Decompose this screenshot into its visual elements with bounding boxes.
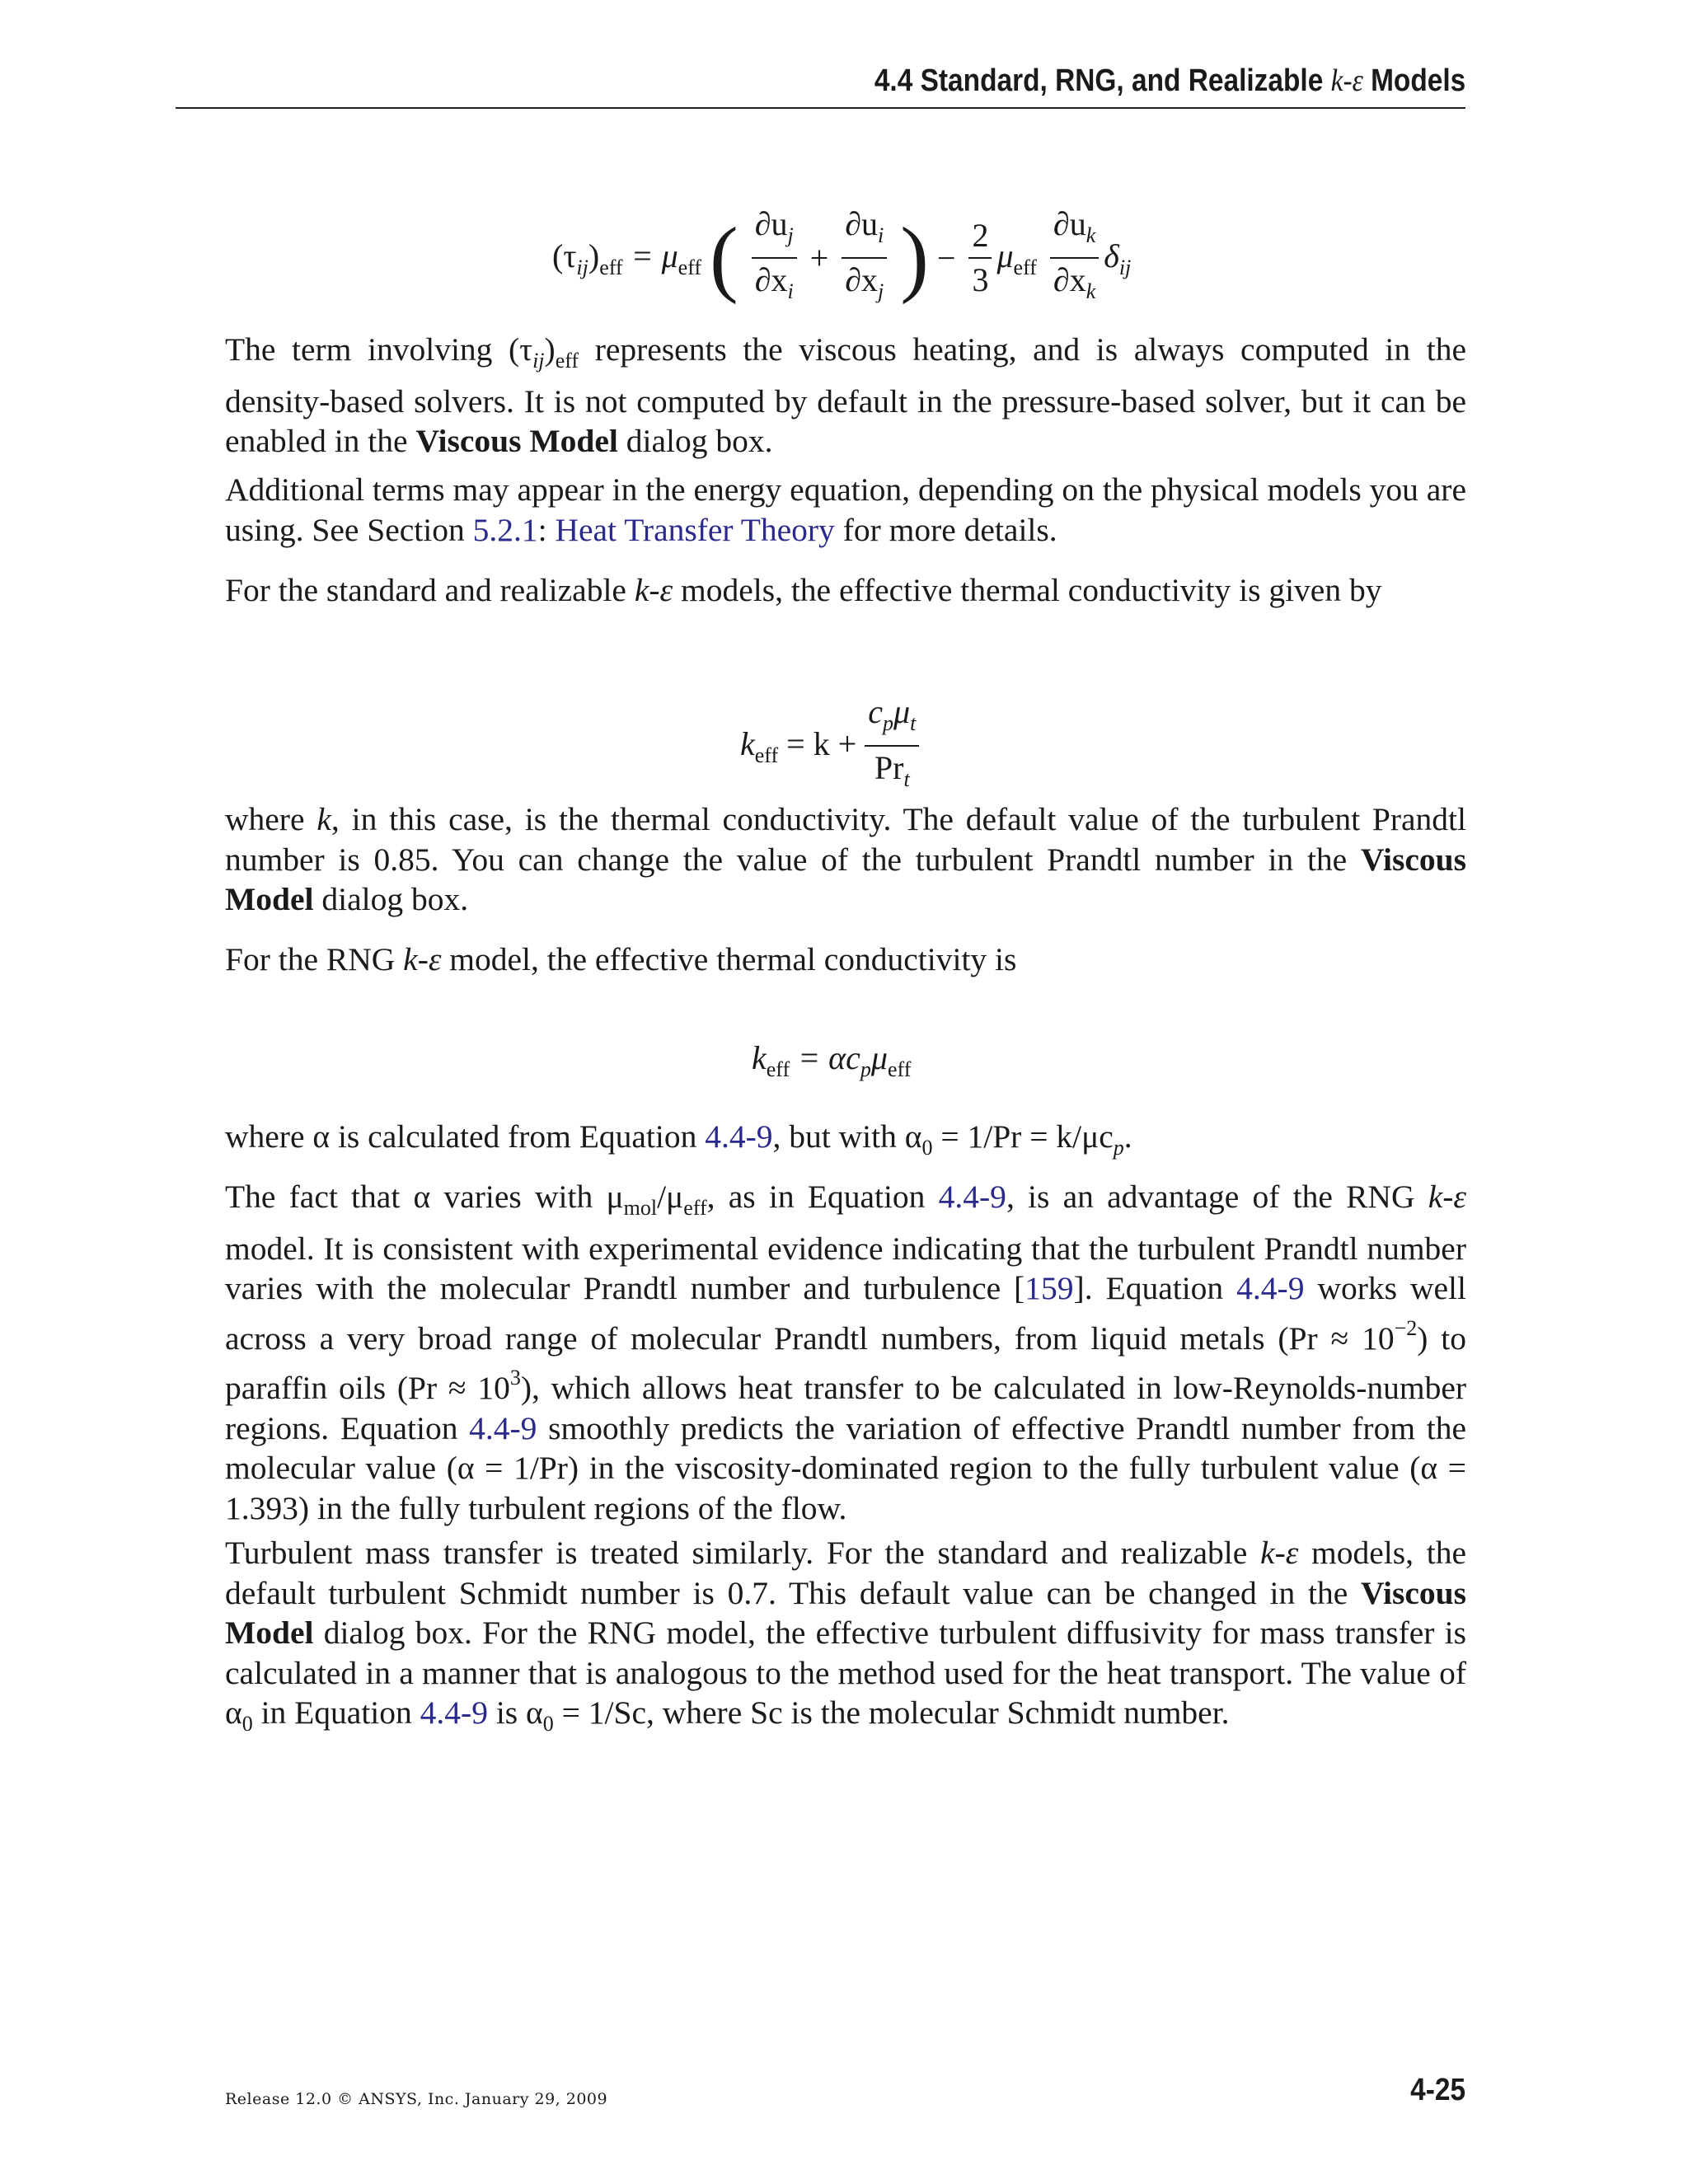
p8-text-a: Turbulent mass transfer is treated similarly. For the standard and realizable bbox=[225, 1535, 1261, 1571]
frac2-num-sub: i bbox=[878, 223, 884, 247]
paragraph-viscous-heating bbox=[225, 330, 1466, 462]
p1-text-b: ) bbox=[544, 331, 556, 368]
p1-sub: ij bbox=[532, 349, 545, 373]
eq-delta-sub: ij bbox=[1118, 255, 1132, 279]
p7-text-e: model. It is consistent with experimental evidence indicating that the turbulent Prandtl number varies with the molecular Prandtl number and turbulence [ bbox=[225, 1230, 1466, 1306]
p6-text-a: where α is calculated from Equation bbox=[225, 1118, 706, 1155]
p6-text-c: = 1/Pr = k/μc bbox=[932, 1118, 1114, 1155]
equation-link-4-4-9[interactable]: 4.4-9 bbox=[469, 1409, 537, 1446]
eq-rng-rhs: = αc bbox=[790, 1039, 860, 1076]
p6-text-b: , but with α bbox=[772, 1118, 922, 1155]
p8-math: k-ε bbox=[1260, 1535, 1299, 1571]
p5-math: k-ε bbox=[403, 941, 442, 977]
eq-paren-open: ( bbox=[710, 210, 738, 305]
p7-text-f: ]. Equation bbox=[1073, 1270, 1237, 1306]
p7-math: k-ε bbox=[1428, 1179, 1466, 1215]
p8-text-c: dialog box. For the RNG model, the effective turbulent diffusivity for mass transfer is calculated in a manner that is analogous to the method used for the heat transport. The value of α bbox=[225, 1615, 1466, 1731]
footer-release: Release 12.0 © ANSYS, Inc. January 29, 2009 bbox=[225, 2090, 608, 2108]
p5-text-b: model, the effective thermal conductivity is bbox=[441, 941, 1017, 977]
citation-link-159[interactable]: 159 bbox=[1025, 1270, 1074, 1306]
equation-keff-rng bbox=[752, 1038, 911, 1082]
p7-sup: −2 bbox=[1394, 1315, 1418, 1340]
eq-plus: + bbox=[809, 239, 829, 277]
frac4-den-sub: k bbox=[1085, 279, 1096, 303]
p6-sub: 0 bbox=[921, 1136, 933, 1160]
p7-text-i: ), which allows heat transfer to be calculated in low-Reynolds-number regions. Equation bbox=[225, 1370, 1467, 1446]
eq-rng-lhs: k bbox=[752, 1039, 767, 1076]
paragraph-effective-conductivity bbox=[225, 570, 1466, 611]
frac1-num-sub: j bbox=[787, 223, 794, 247]
eq-keff-lhs-sub: eff bbox=[754, 743, 779, 767]
p1-viscous-model: Viscous Model bbox=[415, 423, 618, 459]
p8-text-b: models, the default turbulent Schmidt number is 0.7. This default value can be changed in the bbox=[225, 1535, 1466, 1611]
section-title-text: 4.4 Standard, RNG, and Realizable bbox=[874, 63, 1331, 98]
eq-keff-rhs: = k + bbox=[778, 724, 865, 762]
section-link-5-2-1[interactable]: 5.2.1 bbox=[472, 511, 538, 548]
p4-viscous-model: Viscous Model bbox=[225, 841, 1466, 917]
p8-text-f: = 1/Sc, where Sc is the molecular Schmidt number. bbox=[553, 1694, 1230, 1731]
frac1-den-sub: i bbox=[787, 279, 794, 303]
frac4-num-sub: k bbox=[1085, 223, 1096, 247]
eq-mu2-sub: eff bbox=[1013, 255, 1037, 279]
eq-rng-c-sub: p bbox=[860, 1057, 871, 1081]
p7-text-c: , as in Equation bbox=[706, 1179, 939, 1215]
equation-link-4-4-9[interactable]: 4.4-9 bbox=[938, 1179, 1006, 1215]
keff-num-mu-sub: t bbox=[910, 711, 917, 735]
p3-text-a: For the standard and realizable bbox=[225, 572, 635, 608]
section-title-suffix: Models bbox=[1362, 63, 1465, 98]
p4-text-a: where bbox=[225, 801, 317, 837]
frac2-den: ∂x bbox=[845, 261, 879, 298]
running-header bbox=[176, 58, 1465, 109]
paragraph-rng-advantage bbox=[225, 1177, 1466, 1528]
p7-sub: mol bbox=[623, 1196, 658, 1220]
frac2-num: ∂u bbox=[845, 205, 879, 242]
p1-text-a: The term involving (τ bbox=[225, 331, 533, 368]
frac3-den: 3 bbox=[972, 261, 989, 298]
eq-mu2: μ bbox=[996, 237, 1014, 274]
paragraph-mass-transfer bbox=[225, 1533, 1466, 1745]
p7-sup2: 3 bbox=[509, 1366, 521, 1390]
equation-viscous-stress bbox=[552, 203, 1131, 313]
p7-text-b: /μ bbox=[657, 1179, 684, 1215]
paragraph-rng-conductivity bbox=[225, 940, 1466, 980]
p7-text-g: works well across a very broad range of molecular Prandtl numbers, from liquid metals (Pr ≈ 10 bbox=[225, 1270, 1466, 1357]
keff-den-pr: Pr bbox=[874, 749, 904, 786]
p8-viscous-model: Viscous Model bbox=[225, 1574, 1466, 1651]
p8-sub2: 0 bbox=[542, 1712, 554, 1736]
p4-math: k bbox=[316, 801, 331, 837]
p7-text-d: , is an advantage of the RNG bbox=[1006, 1179, 1428, 1215]
page-number: 4-25 bbox=[1410, 2073, 1465, 2107]
p2-text-c: for more details. bbox=[834, 511, 1057, 548]
eq-rng-mu-sub: eff bbox=[887, 1057, 912, 1081]
equation-link-4-4-9[interactable]: 4.4-9 bbox=[705, 1118, 773, 1155]
eq-minus: − bbox=[936, 239, 956, 277]
p4-text-c: dialog box. bbox=[313, 881, 469, 917]
eq-stress-mu-sub: eff bbox=[678, 255, 702, 279]
eq-keff-lhs: k bbox=[740, 724, 755, 762]
p6-text-d: . bbox=[1123, 1118, 1132, 1155]
equation-link-4-4-9[interactable]: 4.4-9 bbox=[420, 1694, 488, 1731]
section-title bbox=[874, 63, 1465, 99]
p1-sub2: eff bbox=[555, 349, 579, 373]
frac1-den: ∂x bbox=[754, 261, 788, 298]
keff-den-pr-sub: t bbox=[903, 767, 910, 791]
p2-text-b: : bbox=[537, 511, 556, 548]
eq-stress-lhs-close: ) bbox=[588, 237, 600, 274]
paragraph-additional-terms bbox=[225, 470, 1466, 550]
p5-text-a: For the RNG bbox=[225, 941, 404, 977]
eq-stress-lhs: (τ bbox=[552, 237, 577, 274]
eq-frac-3 bbox=[968, 214, 992, 302]
p4-text-b: , in this case, is the thermal conductivity. The default value of the turbulent Prandtl number is 0.85. You can change the value of the turbulent Prandtl number in the bbox=[225, 801, 1466, 878]
eq-frac-4 bbox=[1050, 203, 1099, 313]
frac2-den-sub: j bbox=[878, 279, 884, 303]
paragraph-thermal-conductivity-note bbox=[225, 799, 1466, 920]
p2-text-a: Additional terms may appear in the energy equation, depending on the physical models you are using. See Section bbox=[225, 471, 1466, 548]
p1-text-c: represents the viscous heating, and is always computed in the density-based solvers. It is not computed by default in the pressure-based solver, but it can be enabled in the bbox=[225, 331, 1466, 459]
p8-text-d: in Equation bbox=[252, 1694, 420, 1731]
keff-num-c: c bbox=[868, 693, 884, 730]
p7-sub2: eff bbox=[683, 1196, 707, 1220]
equation-link-4-4-9[interactable]: 4.4-9 bbox=[1236, 1270, 1305, 1306]
eq-stress-lhs-sub: ij bbox=[576, 255, 588, 279]
p1-text-d: dialog box. bbox=[617, 423, 773, 459]
eq-paren-close: ) bbox=[900, 210, 929, 305]
eq-rng-lhs-sub: eff bbox=[766, 1057, 790, 1081]
frac4-den: ∂x bbox=[1053, 261, 1086, 298]
p7-text-a: The fact that α varies with μ bbox=[225, 1179, 624, 1215]
p3-text-b: models, the effective thermal conductivity is given by bbox=[673, 572, 1382, 608]
p7-text-h: ) to paraffin oils (Pr ≈ 10 bbox=[225, 1319, 1466, 1406]
eq-rng-mu: μ bbox=[870, 1039, 888, 1076]
eq-stress-eq: = μ bbox=[622, 237, 678, 274]
eq-frac-2 bbox=[842, 203, 887, 313]
section-title-math: k-ε bbox=[1330, 63, 1363, 98]
paragraph-alpha-calculation bbox=[225, 1117, 1466, 1169]
eq-keff-frac bbox=[865, 691, 919, 801]
eq-stress-lhs-sub2: eff bbox=[599, 255, 623, 279]
heat-transfer-theory-link[interactable]: Heat Transfer Theory bbox=[555, 511, 835, 548]
p7-text-j: smoothly predicts the variation of effective Prandtl number from the molecular value (α = 1/Pr) in the viscosity-dominated region to the fully turbulent value (α = 1.393) in the fully turbulent regions of the flow. bbox=[225, 1409, 1466, 1526]
frac3-num: 2 bbox=[968, 214, 992, 259]
frac1-num: ∂u bbox=[754, 205, 788, 242]
equation-keff-standard bbox=[740, 691, 924, 801]
p3-math: k-ε bbox=[634, 572, 673, 608]
keff-num-mu: μ bbox=[893, 693, 911, 730]
eq-delta: δ bbox=[1104, 237, 1119, 274]
eq-frac-1 bbox=[752, 203, 797, 313]
keff-num-c-sub: p bbox=[883, 711, 894, 735]
p8-text-e: is α bbox=[487, 1694, 543, 1731]
frac4-num: ∂u bbox=[1053, 205, 1086, 242]
p6-sub2: p bbox=[1113, 1136, 1124, 1160]
p8-sub: 0 bbox=[241, 1712, 253, 1736]
